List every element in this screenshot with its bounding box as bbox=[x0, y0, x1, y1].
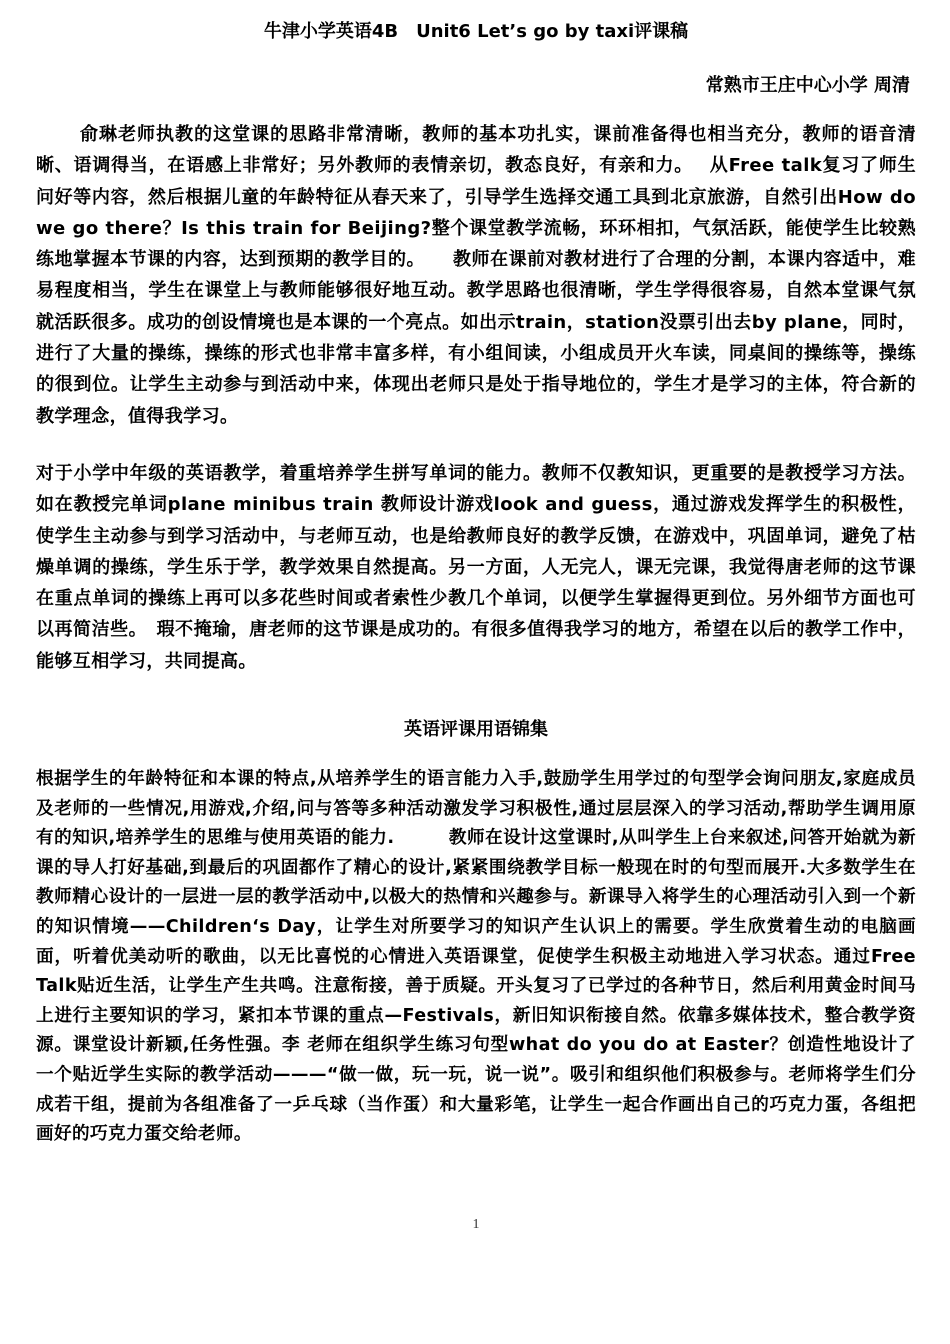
section-title: 英语评课用语锦集 bbox=[404, 719, 548, 740]
body-paragraph-1: 俞琳老师执教的这堂课的思路非常清晰，教师的基本功扎实，课前准备得也相当充分，教师的语音清晰、语调得当，在语感上非常好；另外教师的表情亲切，教态良好，有亲和力。 从Free talk复习了师生问好等内容，然后根据儿童的年龄特征从春天来了，引导学生选择交通工具到北京旅游，自然引出How do we go there？Is this train for Beijing?整个课堂教学流畅，环环相扣，气氛活跃，能使学生比较熟练地掌握本节课的内容，达到预期的教学目的。 教师在课前对教材进行了合理的分割，本课内容适中，难易程度相当，学生在课堂上与教师能够很好地互动。教学思路也很清晰，学生学得很容易，自然本堂课气氛就活跃很多。成功的创设情境也是本课的一个亮点。如出示train，station没票引出去by plane，同时，进行了大量的操练，操练的形式也非常丰富多样，有小组间读，小组成员开火车读，同桌间的操练等，操练的很到位。让学生主动参与到活动中来，体现出老师只是处于指导地位的，学生才是学习的主体，符合新的教学理念，值得我学习。 bbox=[36, 124, 916, 427]
document-title: 牛津小学英语4B Unit6 Let’s go by taxi评课稿 bbox=[263, 21, 689, 42]
body-paragraph-3: 根据学生的年龄特征和本课的特点,从培养学生的语言能力入手,鼓励学生用学过的句型学会询问朋友,家庭成员及老师的一些情况,用游戏,介绍,问与答等多种活动激发学习积极性,通过层层深入的学习活动,帮助学生调用原有的知识,培养学生的思维与使用英语的能力. 教师在设计这堂课时,从叫学生上台来叙述,问答开始就为新课的导人打好基础,到最后的巩固都作了精心的设计,紧紧围绕教学目标一般现在时的句型而展开.大多数学生在教师精心设计的一层进一层的教学活动中,以极大的热情和兴趣参与。新课导入将学生的心理活动引入到一个新的知识情境——Children‘s Day，让学生对所要学习的知识产生认识上的需要。学生欣赏着生动的电脑画面，听着优美动听的歌曲，以无比喜悦的心情进入英语课堂，促使学生积极主动地进入学习状态。通过Free Talk贴近生活，让学生产生共鸣。注意衔接，善于质疑。开头复习了已学过的各种节日，然后利用黄金时间马上进行主要知识的学习，紧扣本节课的重点—Festivals，新旧知识衔接自然。依靠多媒体技术，整合教学资源。课堂设计新颖,任务性强。李 老师在组织学生练习句型what do you do at Easter？创造性地设计了一个贴近学生实际的教学活动———“做一做，玩一玩，说一说”。吸引和组织他们积极参与。老师将学生们分成若干组，提前为各组准备了一乒乓球（当作蛋）和大量彩笔，让学生一起合作画出自己的巧克力蛋，各组把画好的巧克力蛋交给老师。 bbox=[36, 769, 916, 1145]
author-line: 常熟市王庄中心小学 周清 bbox=[705, 75, 910, 96]
body-paragraph-2: 对于小学中年级的英语教学，着重培养学生拼写单词的能力。教师不仅教知识，更重要的是教授学习方法。如在教授完单词plane minibus train 教师设计游戏look and guess，通过游戏发挥学生的积极性，使学生主动参与到学习活动中，与老师互动，也是给教师良好的教学反馈，在游戏中，巩固单词，避免了枯燥单调的操练，学生乐于学，教学效果自然提高。另一方面，人无完人，课无完课，我觉得唐老师的这节课在重点单词的操练上再可以多花些时间或者索性少教几个单词，以便学生掌握得更到位。另外细节方面也可以再简洁些。 瑕不掩瑜，唐老师的这节课是成功的。有很多值得我学习的地方，希望在以后的教学工作中，能够互相学习，共同提高。 bbox=[36, 463, 916, 672]
page-number: 1 bbox=[472, 1217, 480, 1232]
